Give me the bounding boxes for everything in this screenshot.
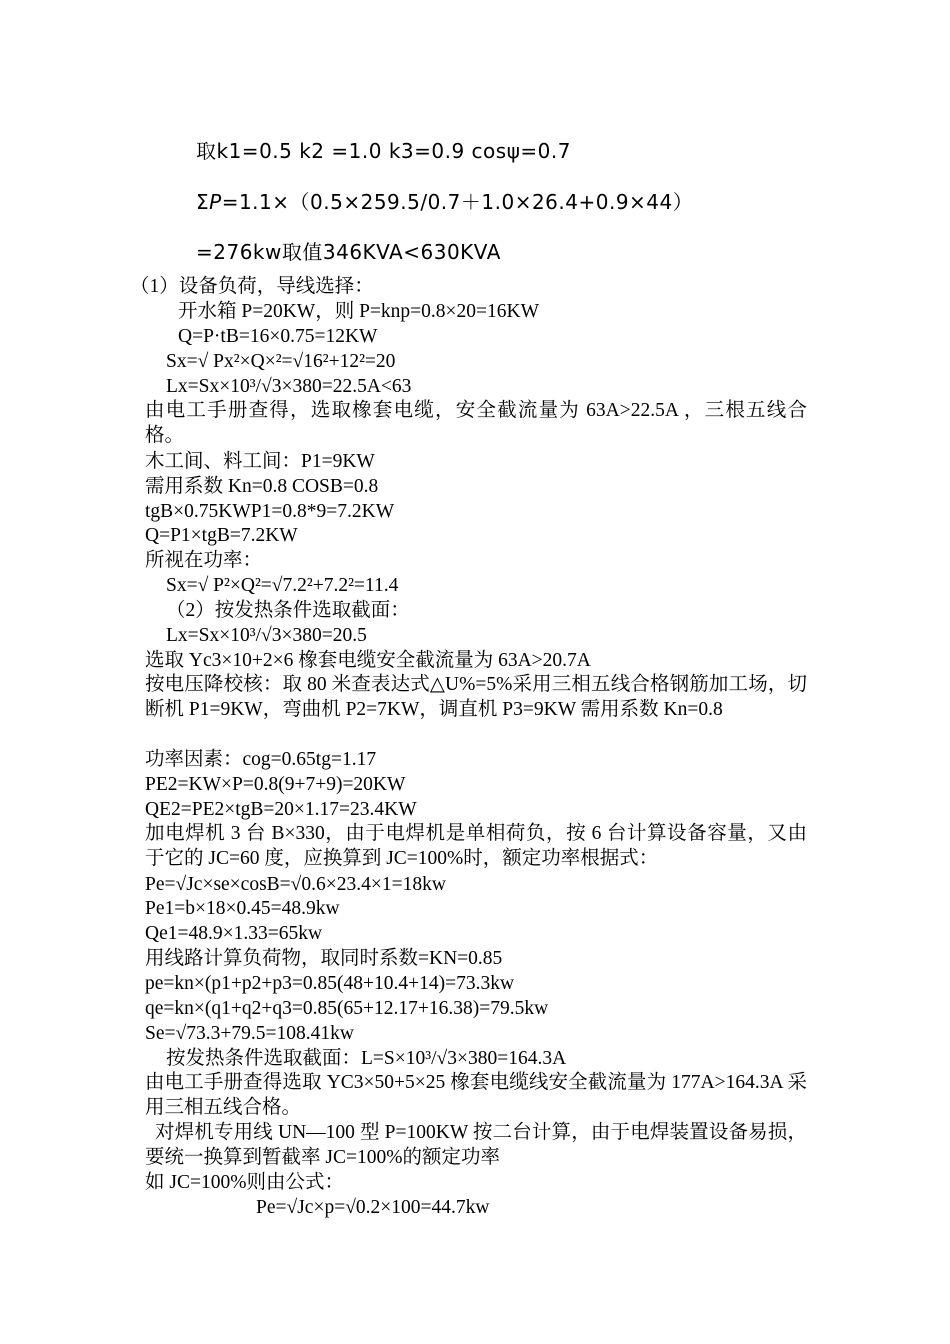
formula-coefficients: 取k1=0.5 k2 =1.0 k3=0.9 cosψ=0.7 (196, 139, 571, 163)
demand-factor: 需用系数 Kn=0.8 COSB=0.8 (145, 476, 379, 497)
sigma-symbol: Σ (196, 190, 210, 214)
carpentry-apparent: Sx=√ P²×Q²=√7.2²+7.2²=11.4 (166, 575, 399, 596)
butt-welder-paragraph: 对焊机专用线 UN—100 型 P=100KW 按二台计算，由于电焊装置设备易损，要统一换算到暂截率 JC=100%的额定功率 (145, 1122, 807, 1168)
qe1-line: Qe1=48.9×1.33=65kw (145, 923, 323, 944)
pe-total-line: pe=kn×(p1+p2+p3=0.85(48+10.4+14)=73.3kw (145, 973, 515, 994)
formula-var-p: P (209, 190, 222, 214)
simultaneity-line: 用线路计算负荷物，取同时系数=KN=0.85 (145, 948, 503, 969)
water-tank-load: 开水箱 P=20KW，则 P=knp=0.8×20=16KW (178, 301, 540, 322)
yc-cable-paragraph: 由电工手册查得选取 YC3×50+5×25 橡套电缆线安全截流量为 177A>164.3A 采用三相五线合格。 (145, 1072, 807, 1118)
voltage-drop-paragraph: 按电压降校核：取 80 米查表达式△U%=5%采用三相五线合格钢筋加工场，切断机 P1=9KW，弯曲机 P2=7KW，调直机 P3=9KW 需用系数 Kn=0.8 (145, 674, 807, 720)
heating-section-line: 按发热条件选取截面：L=S×10³/√3×380=164.3A (166, 1048, 567, 1069)
water-tank-reactive: Q=P·tB=16×0.75=12KW (178, 326, 378, 347)
formula-sum-expression: =1.1×（0.5×259.5/0.7＋1.0×26.4+0.9×44） (221, 190, 694, 214)
apparent-power-label: 所视在功率： (145, 550, 263, 571)
water-tank-current: Lx=Sx×10³/√3×380=22.5A<63 (166, 376, 412, 397)
butt-welder-pe: Pe=√Jc×p=√0.2×100=44.7kw (256, 1197, 490, 1218)
pe1-line: Pe1=b×18×0.45=48.9kw (145, 898, 340, 919)
cable-choice-line: 选取 Yc3×10+2×6 橡套电缆安全截流量为 63A>20.7A (145, 650, 591, 671)
pe-formula-line: Pe=√Jc×se×cosB=√0.6×23.4×1=18kw (145, 874, 446, 895)
welder-paragraph: 加电焊机 3 台 B×330，由于电焊机是单相荷负，按 6 台计算设备容量，又由于它的 JC=60 度，应换算到 JC=100%时，额定功率根据式： (145, 823, 807, 869)
qe2-line: QE2=PE2×tgB=20×1.17=23.4KW (145, 799, 417, 820)
section1-heading: （1）设备负荷，导线选择： (130, 276, 374, 297)
cable-selection-paragraph: 由电工手册查得，选取橡套电缆，安全截流量为 63A>22.5A ，三根五线合格。 (145, 400, 807, 446)
se-total-line: Se=√73.3+79.5=108.41kw (145, 1023, 354, 1044)
qe-total-line: qe=kn×(q1+q2+q3=0.85(65+12.17+16.38)=79.5kw (145, 998, 549, 1019)
formula-result: =276kw取值346KVA<630KVA (196, 240, 501, 264)
carpentry-current: Lx=Sx×10³/√3×380=20.5 (166, 625, 367, 646)
carpentry-power: tgB×0.75KWP1=0.8*9=7.2KW (145, 501, 395, 522)
power-factor-line: 功率因素：cog=0.65tg=1.17 (145, 749, 377, 770)
jc-formula-intro: 如 JC=100%则由公式： (145, 1172, 344, 1193)
formula-sum-power (196, 186, 693, 215)
section2-heading: （2）按发热条件选取截面： (166, 600, 410, 621)
water-tank-apparent: Sx=√ Px²×Q×²=√16²+12²=20 (166, 351, 396, 372)
carpentry-reactive: Q=P1×tgB=7.2KW (145, 525, 298, 546)
pe2-line: PE2=KW×P=0.8(9+7+9)=20KW (145, 774, 406, 795)
carpentry-load: 木工间、料工间：P1=9KW (145, 451, 375, 472)
